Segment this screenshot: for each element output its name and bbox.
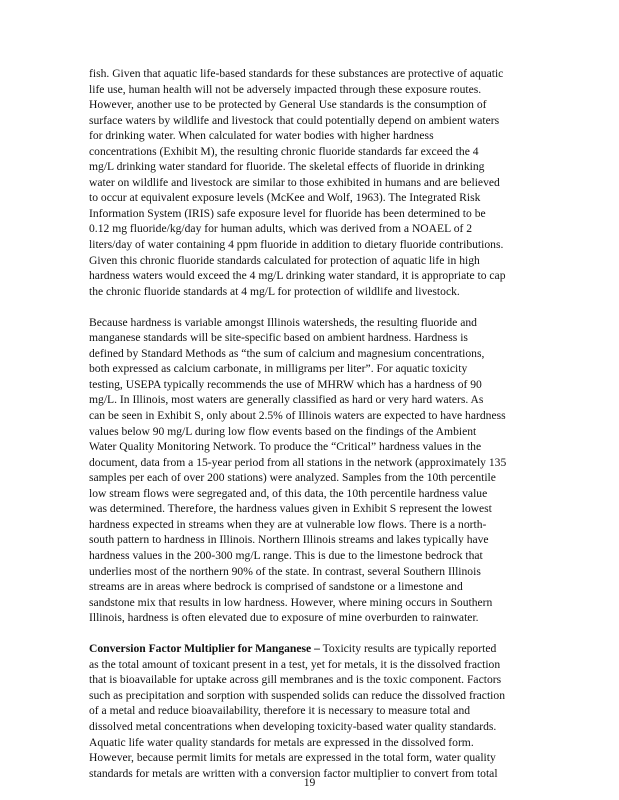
text-line: manganese standards will be site-specific based on ambient hardness. Hardness is xyxy=(89,331,468,345)
text-line: Because hardness is variable amongst Illinois watersheds, the resulting fluoride and xyxy=(89,315,477,329)
page-number: 19 xyxy=(303,776,316,789)
text-line: Water Quality Monitoring Network. To produce the “Critical” hardness values in the xyxy=(89,440,482,454)
text-line: underlies most of the northern 90% of the state. In contrast, several Southern Illinois xyxy=(89,564,481,578)
text-line: 0.12 mg fluoride/kg/day for human adults, which was derived from a NOAEL of 2 xyxy=(89,222,473,236)
text-line: that is bioavailable for uptake across gill membranes and is the toxic component. Factors xyxy=(89,673,502,687)
text-line: However, another use to be protected by General Use standards is the consumption of xyxy=(89,98,487,112)
text-line: was determined. Therefore, the hardness values given in Exhibit S represent the lowest xyxy=(89,502,492,516)
text-line: liters/day of water containing 4 ppm fluoride in addition to dietary fluoride contributions. xyxy=(89,238,504,252)
text-line: of a metal and reduce bioavailability, therefore it is necessary to measure total and xyxy=(89,704,471,718)
paragraph-hardness xyxy=(89,315,533,626)
text-line: dissolved metal concentrations when developing toxicity-based water quality standards. xyxy=(89,719,497,733)
body-text xyxy=(89,66,533,781)
text-line: both expressed as calcium carbonate, in milligrams per liter”. For aquatic toxicity xyxy=(89,362,468,376)
text-line: sandstone mix that results in low hardness. However, where mining occurs in Southern xyxy=(89,595,493,609)
text-line: document, data from a 15-year period from all stations in the network (approximately 135 xyxy=(89,455,507,469)
text-line: low stream flows were segregated and, of this data, the 10th percentile hardness value xyxy=(89,486,488,500)
text-line: Information System (IRIS) safe exposure level for fluoride has been determined to be xyxy=(89,206,486,220)
text-line: streams are in areas where bedrock is comprised of sandstone or a limestone and xyxy=(89,580,463,594)
text-line: testing, USEPA typically recommends the use of MHRW which has a hardness of 90 xyxy=(89,377,482,391)
text-line: as the total amount of toxicant present in a test, yet for metals, it is the dissolved fraction xyxy=(89,657,501,671)
text-line: water on wildlife and livestock are similar to those exhibited in humans and are believed xyxy=(89,175,500,189)
text-line: can be seen in Exhibit S, only about 2.5% of Illinois waters are expected to have hardness xyxy=(89,409,506,423)
text-line: Toxicity results are typically reported xyxy=(319,642,497,656)
text-line: Illinois, hardness is often elevated due to exposure of mine overburden to rainwater. xyxy=(89,611,479,625)
text-line: fish. Given that aquatic life-based standards for these substances are protective of aquatic xyxy=(89,67,504,80)
text-line: the chronic fluoride standards at 4 mg/L for protection of wildlife and livestock. xyxy=(89,284,460,298)
text-line: defined by Standard Methods as “the sum of calcium and magnesium concentrations, xyxy=(89,346,485,360)
text-line: mg/L. In Illinois, most waters are generally classified as hard or very hard waters. As xyxy=(89,393,484,407)
text-line: standards for metals are written with a conversion factor multiplier to convert from total xyxy=(89,766,498,780)
text-line: hardness waters would exceed the 4 mg/L drinking water standard, it is appropriate to cap xyxy=(89,269,506,283)
text-line: values below 90 mg/L during low flow events based on the findings of the Ambient xyxy=(89,424,477,438)
text-line: However, because permit limits for metals are expressed in the total form, water quality xyxy=(89,751,496,765)
text-line: to occur at equivalent exposure levels (McKee and Wolf, 1963). The Integrated Risk xyxy=(89,191,481,205)
text-line: Aquatic life water quality standards for metals are expressed in the dissolved form. xyxy=(89,735,474,749)
text-line: hardness values in the 200-300 mg/L range. This is due to the limestone bedrock that xyxy=(89,548,483,562)
text-line: for drinking water. When calculated for water bodies with higher hardness xyxy=(89,129,434,143)
text-line: life use, human health will not be adversely impacted through these exposure routes. xyxy=(89,82,482,96)
text-line: south pattern to hardness in Illinois. Northern Illinois streams and lakes typically have xyxy=(89,533,489,547)
text-line: Given this chronic fluoride standards calculated for protection of aquatic life in high xyxy=(89,253,480,267)
text-line: such as precipitation and sorption with suspended solids can reduce the dissolved fraction xyxy=(89,688,505,702)
text-line: mg/L drinking water standard for fluoride. The skeletal effects of fluoride in drinking xyxy=(89,160,485,174)
section-heading: Conversion Factor Multiplier for Manganese – xyxy=(89,642,320,656)
text-line: surface waters by wildlife and livestock that could potentially depend on ambient waters xyxy=(89,113,500,127)
text-line: samples per each of over 200 stations) were analyzed. Samples from the 10th percentile xyxy=(89,471,496,485)
paragraph-conversion-factor xyxy=(89,641,533,781)
text-line: hardness expected in streams when they are at vulnerable low flows. There is a north- xyxy=(89,517,487,531)
paragraph-fluoride-wildlife xyxy=(89,66,533,299)
text-line: concentrations (Exhibit M), the resulting chronic fluoride standards far exceed the 4 xyxy=(89,144,479,158)
